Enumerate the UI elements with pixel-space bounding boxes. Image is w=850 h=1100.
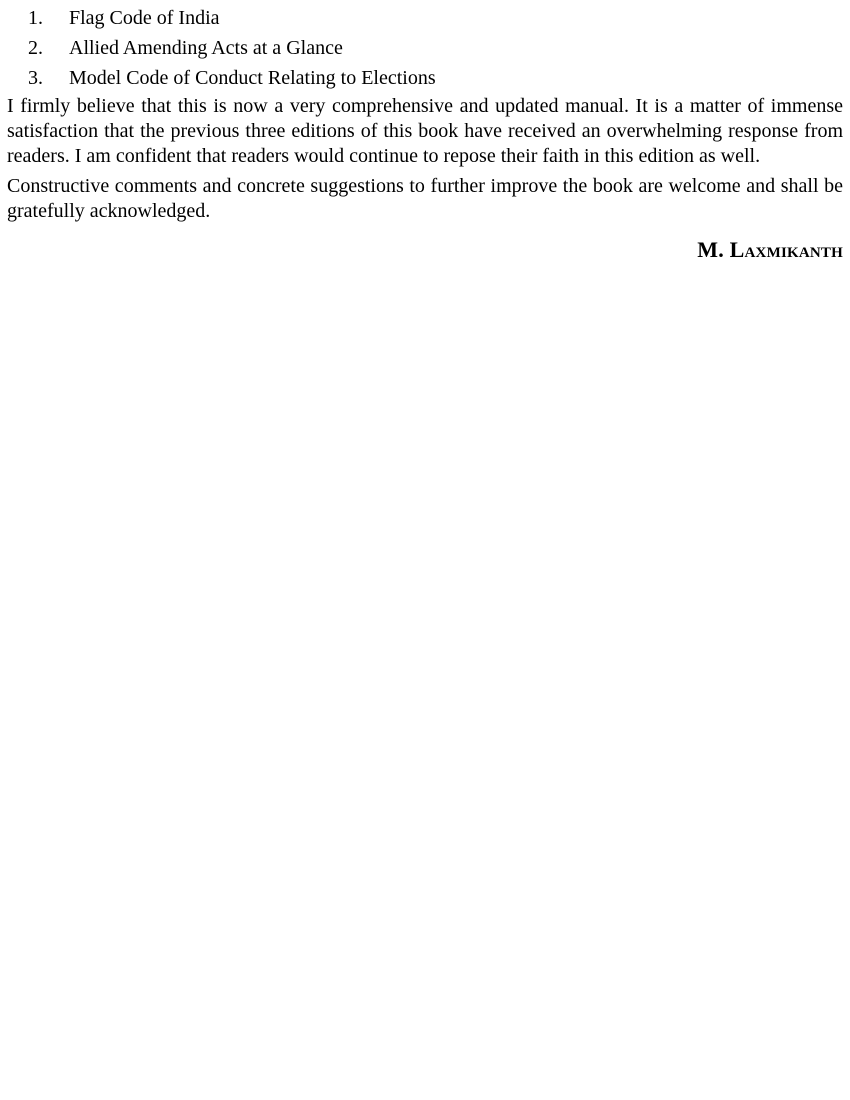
list-item: [7, 64, 843, 94]
list-item-text: Model Code of Conduct Relating to Elections: [69, 67, 436, 89]
list-item: [7, 34, 843, 64]
body-paragraph: Constructive comments and concrete suggestions to further improve the book are welcome and shall be gratefully acknowledged.: [7, 175, 843, 222]
list-item-number: 1.: [28, 7, 43, 29]
list-item-number: 3.: [28, 67, 43, 89]
author-signature: M. Laxmikanth: [697, 237, 843, 262]
body-paragraph: I firmly believe that this is now a very comprehensive and updated manual. It is a matter of immense satisfaction that the previous three editions of this book have received an overwhelming response from readers. I am confident that readers would continue to repose their faith in this edition as well.: [7, 95, 843, 167]
appendix-list: [7, 4, 843, 94]
list-item-text: Allied Amending Acts at a Glance: [69, 37, 343, 59]
list-item: [7, 4, 843, 34]
list-item-text: Flag Code of India: [69, 7, 220, 29]
list-item-number: 2.: [28, 37, 43, 59]
document-page: [7, 4, 843, 263]
